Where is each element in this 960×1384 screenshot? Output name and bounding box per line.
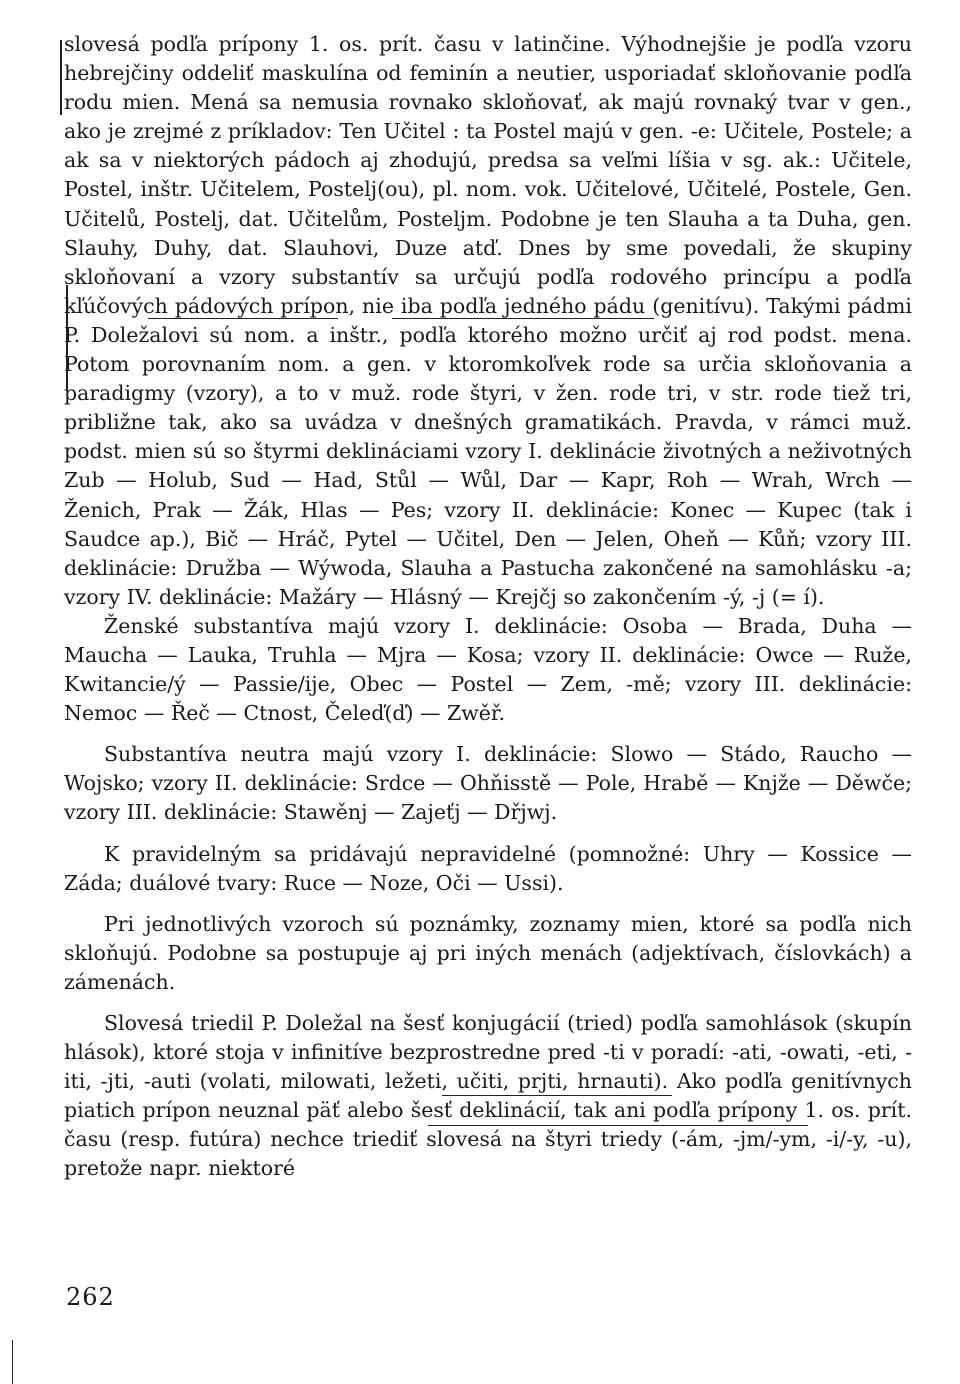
page-number: 262	[66, 1283, 115, 1311]
paragraph: K pravidelným sa pridávajú nepravidelné (pomnožné: Uhry — Kossice — Záda; duálové tvary: Ruce — Noze, Oči — Ussi).	[64, 841, 912, 895]
paragraph: Ženské substantíva majú vzory I. deklinácie: Osoba — Brada, Duha — Maucha — Lauka, Truhla — Mjra — Kosa; vzory II. deklinácie: Owce — Ruže, Kwitancie/ý — Passie/ije, Obec — Postel — Zem, -mě; vzory III. deklinácie: Nemoc — Řeč — Ctnost, Čeleď(ď) — Zwěř.	[64, 613, 912, 726]
paragraph: Slovesá triedil P. Doležal na šesť konjugácií (tried) podľa samohlások (skupín hlások), ktoré stoja v infinitíve bezprostredne pred -ti v poradí: -ati, -owati, -eti, -iti, -jti, -auti (volati, milowati, ležeti, učiti, prjti, hrnauti). Ako podľa genitívnych piatich prípon neuznal päť alebo šesť deklinácií, tak ani podľa prípony 1. os. prít. času (resp. futúra) nechce triediť slovesá na štyri triedy (-ám, -jm/-ym, -i/-y, -u), pretože napr. niektoré	[64, 1011, 912, 1181]
body-text	[64, 30, 912, 1196]
margin-mark	[60, 40, 62, 115]
paragraph: Pri jednotlivých vzoroch sú poznámky, zoznamy mien, ktoré sa podľa nich skloňujú. Podobne sa postupuje aj pri iných menách (adjektívach, číslovkách) a zámenách.	[64, 911, 912, 994]
paragraph: slovesá podľa prípony 1. os. prít. času v latinčine. Výhodnejšie je podľa vzoru hebrejčiny oddeliť maskulína od feminín a neutier, usporiadať skloňovanie podľa rodu mien. Mená sa nemusia rovnako skloňovať, ak majú rovnaký tvar v gen., ako je zrejmé z príkladov: Ten Učitel : ta Postel majú v gen. -e: Učitele, Postele; a ak sa v niektorých pádoch aj zhodujú, predsa sa veľmi líšia v sg. ak.: Učitele, Postel, inštr. Učitelem, Postelj(ou), pl. nom. vok. Učitelové, Učitelé, Postele, Gen. Učitelů, Postelj, dat. Učitelům, Posteljm. Podobne je ten Slauha a ta Duha, gen. Slauhy, Duhy, dat. Slauhovi, Duze atď. Dnes by sme povedali, že skupiny skloňovaní a vzory substantív sa určujú podľa rodového princípu a podľa kľúčových pádových prípon, nie iba podľa jedného pádu (genitívu). Takými pádmi P. Doležalovi sú nom. a inštr., podľa ktorého možno určiť aj rod podst. mena. Potom porovnaním nom. a gen. v ktoromkoľvek rode sa určia skloňovania a paradigmy (vzory), a to v muž. rode štyri, v žen. rode tri, v str. rode tiež tri, približne tak, ako sa uvádza v dnešných gramatikách. Pravda, v rámci muž. podst. mien sú so štyrmi deklináciami vzory I. deklinácie životných a neživotných Zub — Holub, Sud — Had, Stůl — Wůl, Dar — Kapr, Roh — Wrah, Wrch — Ženich, Prak — Žák, Hlas — Pes; vzory II. deklinácie: Konec — Kupec (tak i Saudce ap.), Bič — Hráč, Pytel — Učitel, Den — Jelen, Oheň — Kůň; vzory III. deklinácie: Družba — Wýwoda, Slauha a Pastucha zakončené na samohlásku -a; vzory IV. deklinácie: Mažáry — Hlásný — Krejčj so zakončením -ý, -j (= í).	[64, 32, 912, 609]
paragraph: Substantíva neutra majú vzory I. deklinácie: Slowo — Stádo, Raucho — Wojsko; vzory II. deklinácie: Srdce — Ohňisstě — Pole, Hrabě — Knjže — Děwče; vzory III. deklinácie: Stawěnj — Zajeťj — Dřjwj.	[64, 742, 912, 825]
margin-mark	[12, 1340, 13, 1384]
